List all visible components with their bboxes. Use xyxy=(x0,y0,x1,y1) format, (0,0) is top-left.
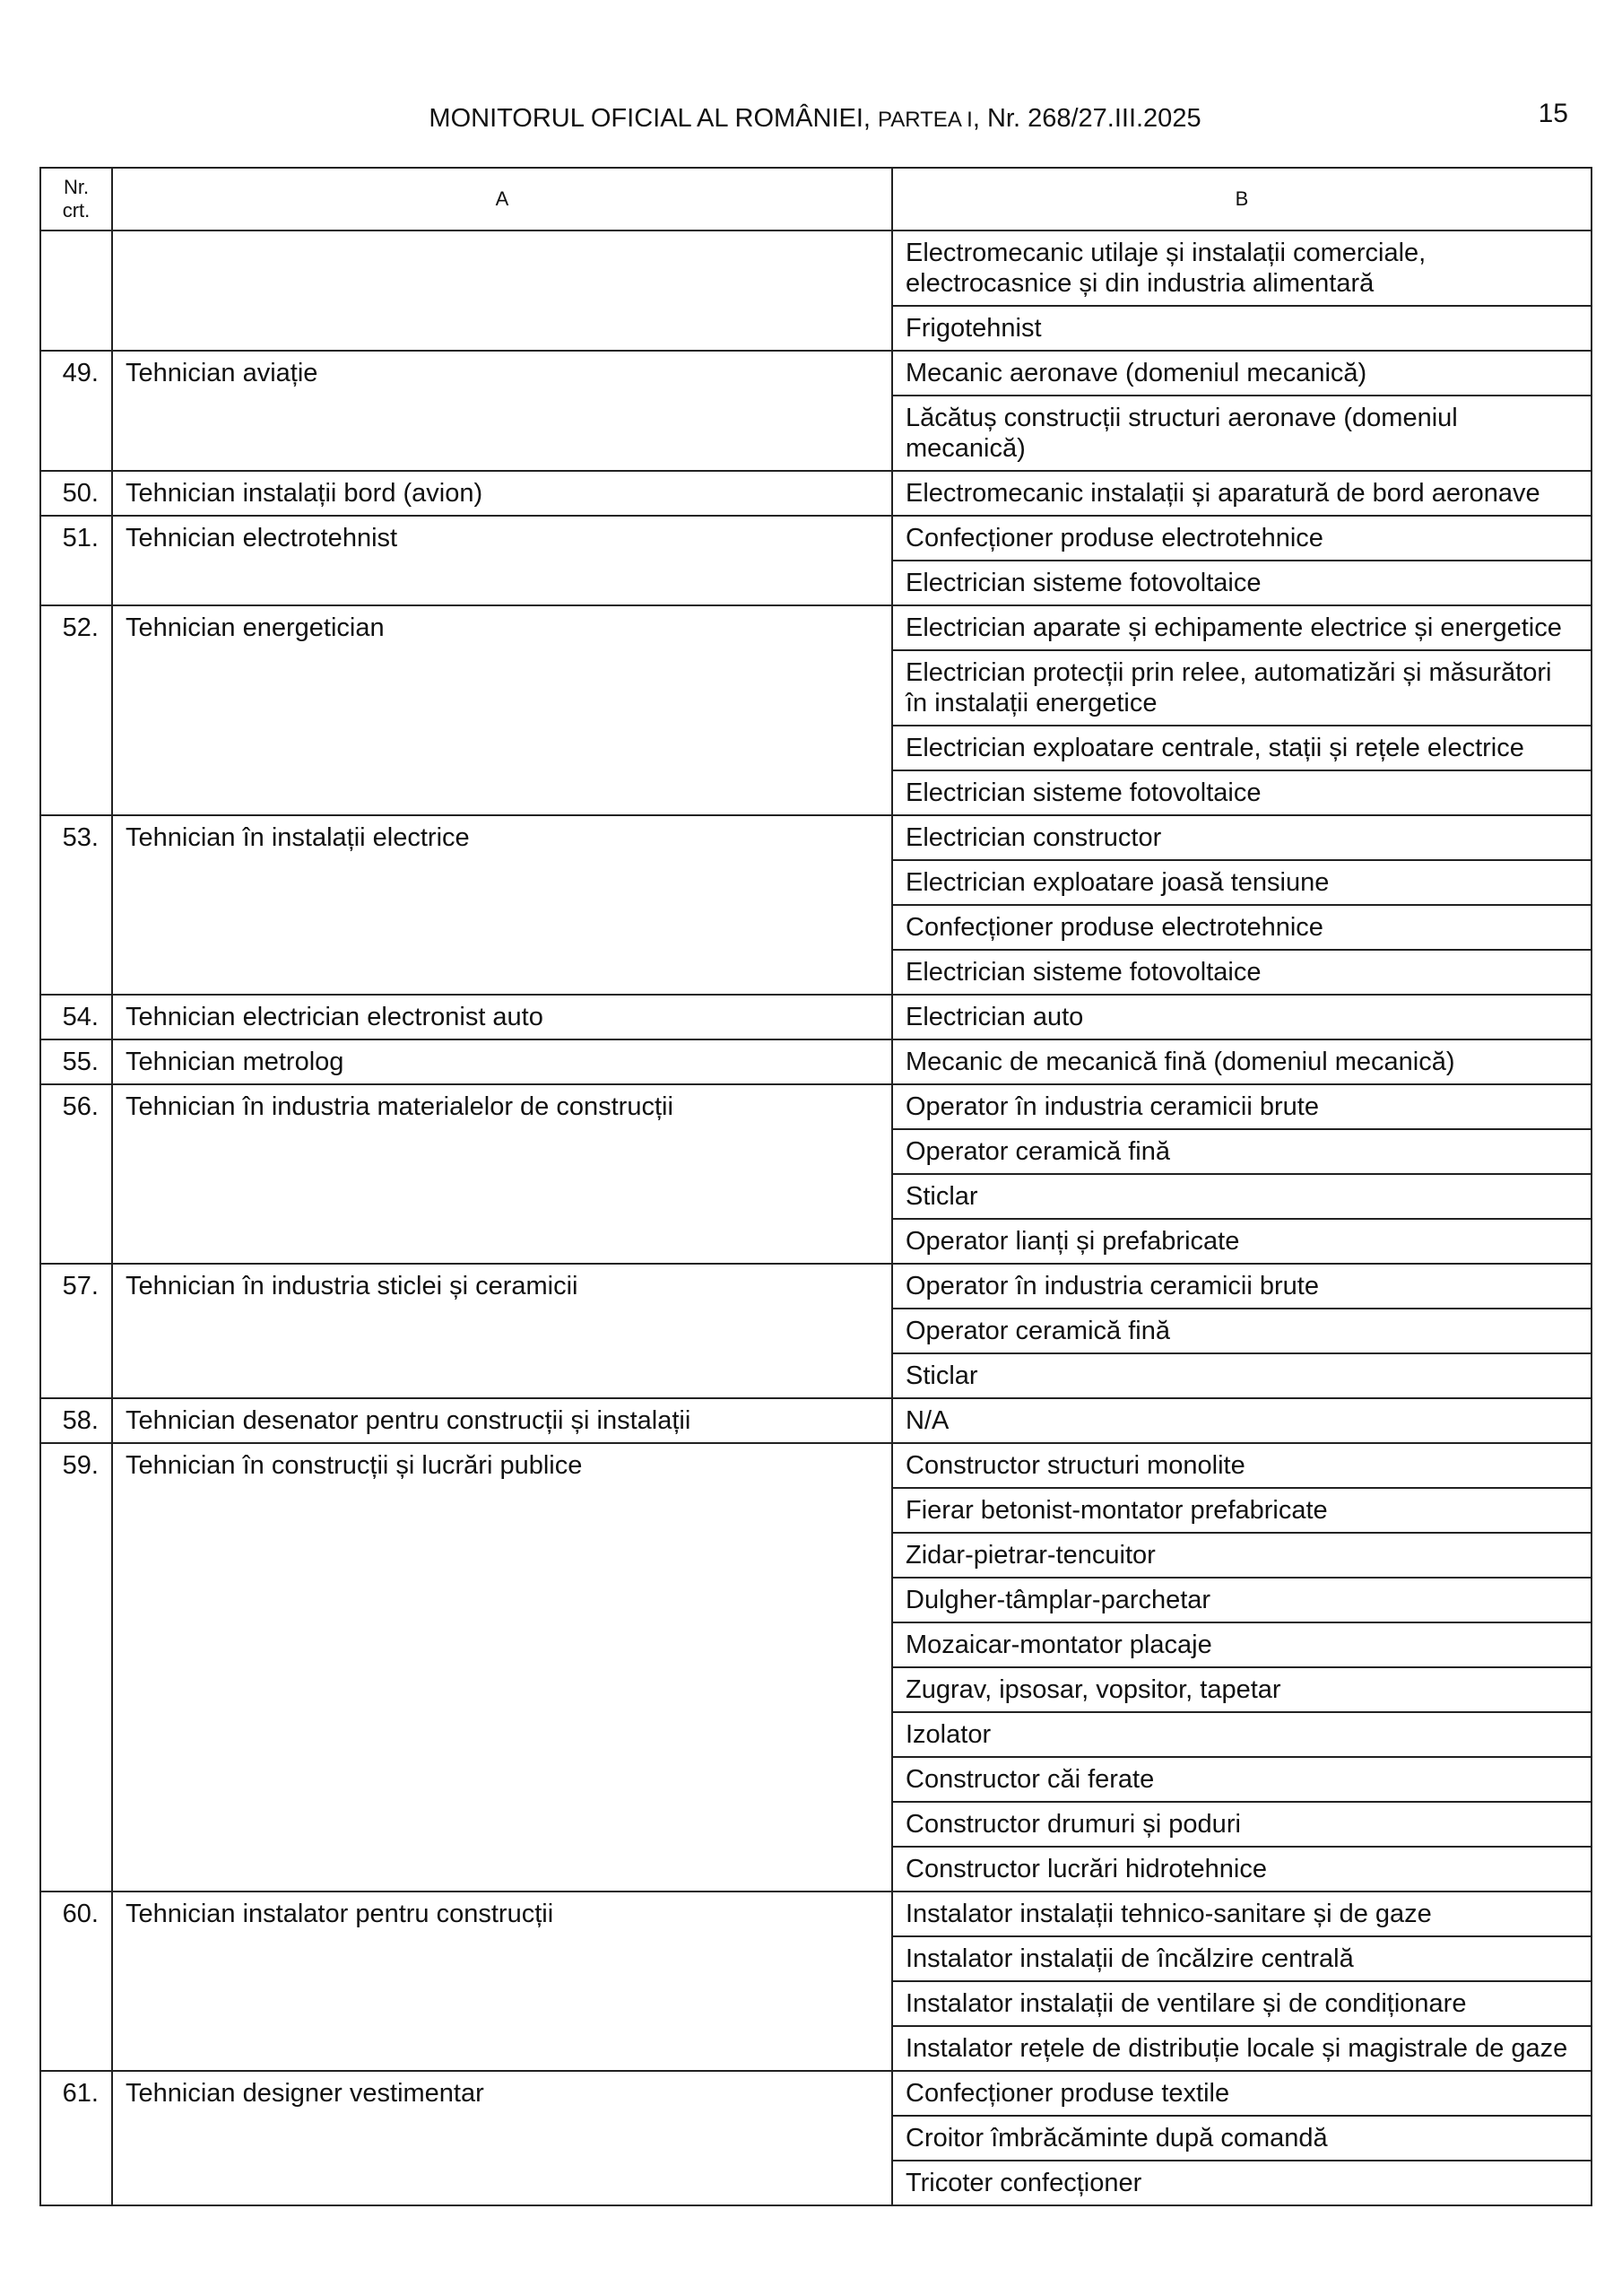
qualification-a-cell: Tehnician în construcții și lucrări publice xyxy=(112,1443,892,1892)
qualification-b-cell: Instalator rețele de distribuție locale și magistrale de gaze xyxy=(892,2026,1592,2071)
qualification-b-cell: Sticlar xyxy=(892,1174,1592,1219)
page-header xyxy=(39,90,1591,144)
qualification-a-cell: Tehnician în industria materialelor de construcții xyxy=(112,1084,892,1264)
qualification-b-cell: Confecționer produse textile xyxy=(892,2071,1592,2116)
qualification-b-cell: Instalator instalații tehnico-sanitare și de gaze xyxy=(892,1892,1592,1936)
table-row xyxy=(40,2071,1592,2116)
table-row xyxy=(40,815,1592,860)
qualification-b-cell: Mecanic aeronave (domeniul mecanică) xyxy=(892,351,1592,396)
qualification-b-cell: Zidar-pietrar-tencuitor xyxy=(892,1533,1592,1578)
qualification-b-cell: Electrician constructor xyxy=(892,815,1592,860)
row-number-cell: 53. xyxy=(40,815,112,995)
qualification-b-cell: Electrician auto xyxy=(892,995,1592,1039)
qualification-b-cell: Sticlar xyxy=(892,1353,1592,1398)
qualification-b-cell: Instalator instalații de ventilare și de condiționare xyxy=(892,1981,1592,2026)
table-body xyxy=(40,230,1592,2205)
row-number-cell: 52. xyxy=(40,605,112,815)
qualification-b-cell: Electrician exploatare centrale, stații și rețele electrice xyxy=(892,726,1592,770)
table-row xyxy=(40,1892,1592,1936)
qualification-a-cell: Tehnician aviație xyxy=(112,351,892,471)
qualification-b-cell: Operator în industria ceramicii brute xyxy=(892,1264,1592,1309)
table-row xyxy=(40,230,1592,306)
qualification-b-cell: Frigotehnist xyxy=(892,306,1592,351)
qualification-b-cell: Operator lianți și prefabricate xyxy=(892,1219,1592,1264)
qualification-b-cell: Constructor lucrări hidrotehnice xyxy=(892,1847,1592,1892)
qualification-b-cell: Operator ceramică fină xyxy=(892,1309,1592,1353)
row-number-cell: 59. xyxy=(40,1443,112,1892)
qualification-a-cell: Tehnician în industria sticlei și ceramicii xyxy=(112,1264,892,1398)
table-row xyxy=(40,516,1592,561)
qualifications-table xyxy=(39,167,1592,2206)
qualification-b-cell: Tricoter confecționer xyxy=(892,2161,1592,2205)
row-number-cell: 50. xyxy=(40,471,112,516)
row-number-cell: 55. xyxy=(40,1039,112,1084)
row-number-cell: 54. xyxy=(40,995,112,1039)
qualification-a-cell: Tehnician energetician xyxy=(112,605,892,815)
qualification-b-cell: Lăcătuș construcții structuri aeronave (domeniul mecanică) xyxy=(892,396,1592,471)
qualification-b-cell: Electrician sisteme fotovoltaice xyxy=(892,950,1592,995)
qualification-b-cell: Zugrav, ipsosar, vopsitor, tapetar xyxy=(892,1667,1592,1712)
qualification-b-cell: Electrician aparate și echipamente electrice și energetice xyxy=(892,605,1592,650)
qualification-b-cell: Instalator instalații de încălzire centrală xyxy=(892,1936,1592,1981)
table-row xyxy=(40,1264,1592,1309)
row-number-cell: 57. xyxy=(40,1264,112,1398)
qualification-a-cell: Tehnician electrotehnist xyxy=(112,516,892,605)
qualification-a-cell: Tehnician designer vestimentar xyxy=(112,2071,892,2205)
qualification-b-cell: Constructor structuri monolite xyxy=(892,1443,1592,1488)
row-number-cell: 58. xyxy=(40,1398,112,1443)
qualification-b-cell: Electrician sisteme fotovoltaice xyxy=(892,561,1592,605)
qualification-b-cell: Confecționer produse electrotehnice xyxy=(892,516,1592,561)
qualification-a-cell: Tehnician electrician electronist auto xyxy=(112,995,892,1039)
qualification-a-cell xyxy=(112,230,892,351)
table-row xyxy=(40,995,1592,1039)
qualification-b-cell: Electrician exploatare joasă tensiune xyxy=(892,860,1592,905)
qualification-b-cell: Operator în industria ceramicii brute xyxy=(892,1084,1592,1129)
qualification-a-cell: Tehnician instalații bord (avion) xyxy=(112,471,892,516)
qualification-b-cell: Fierar betonist-montator prefabricate xyxy=(892,1488,1592,1533)
table-row xyxy=(40,1084,1592,1129)
qualification-a-cell: Tehnician metrolog xyxy=(112,1039,892,1084)
table-header-row xyxy=(40,168,1592,230)
row-number-cell: 51. xyxy=(40,516,112,605)
header-nr-crt: Nr. crt. xyxy=(40,168,112,230)
table-row xyxy=(40,1398,1592,1443)
table-row xyxy=(40,351,1592,396)
row-number-cell: 56. xyxy=(40,1084,112,1264)
qualification-b-cell: Electrician sisteme fotovoltaice xyxy=(892,770,1592,815)
qualification-b-cell: Mozaicar-montator placaje xyxy=(892,1622,1592,1667)
header-col-a: A xyxy=(112,168,892,230)
qualification-b-cell: Constructor căi ferate xyxy=(892,1757,1592,1802)
qualification-a-cell: Tehnician desenator pentru construcții și instalații xyxy=(112,1398,892,1443)
table-row xyxy=(40,1039,1592,1084)
row-number-cell: 49. xyxy=(40,351,112,471)
qualification-b-cell: Confecționer produse electrotehnice xyxy=(892,905,1592,950)
qualification-b-cell: Mecanic de mecanică fină (domeniul mecanică) xyxy=(892,1039,1592,1084)
qualification-b-cell: Izolator xyxy=(892,1712,1592,1757)
page-number: 15 xyxy=(1538,99,1568,128)
table-row xyxy=(40,605,1592,650)
qualification-b-cell: Croitor îmbrăcăminte după comandă xyxy=(892,2116,1592,2161)
table-row xyxy=(40,471,1592,516)
qualification-b-cell: Dulgher-tâmplar-parchetar xyxy=(892,1578,1592,1622)
qualification-b-cell: Electromecanic utilaje și instalații comerciale, electrocasnice și din industria alimentară xyxy=(892,230,1592,306)
row-number-cell xyxy=(40,230,112,351)
qualification-b-cell: Operator ceramică fină xyxy=(892,1129,1592,1174)
header-col-b: B xyxy=(892,168,1592,230)
qualification-b-cell: Constructor drumuri și poduri xyxy=(892,1802,1592,1847)
qualification-b-cell: Electrician protecții prin relee, automatizări și măsurători în instalații energetice xyxy=(892,650,1592,726)
qualification-b-cell: Electromecanic instalații și aparatură de bord aeronave xyxy=(892,471,1592,516)
qualification-a-cell: Tehnician în instalații electrice xyxy=(112,815,892,995)
qualification-a-cell: Tehnician instalator pentru construcții xyxy=(112,1892,892,2071)
row-number-cell: 60. xyxy=(40,1892,112,2071)
table-row xyxy=(40,1443,1592,1488)
row-number-cell: 61. xyxy=(40,2071,112,2205)
publication-name: MONITORUL OFICIAL AL ROMÂNIEI, xyxy=(429,104,879,133)
publication-title xyxy=(39,104,1591,134)
publication-issue: , Nr. 268/27.III.2025 xyxy=(972,104,1201,133)
qualification-b-cell: N/A xyxy=(892,1398,1592,1443)
publication-part: PARTEA I xyxy=(878,108,973,132)
